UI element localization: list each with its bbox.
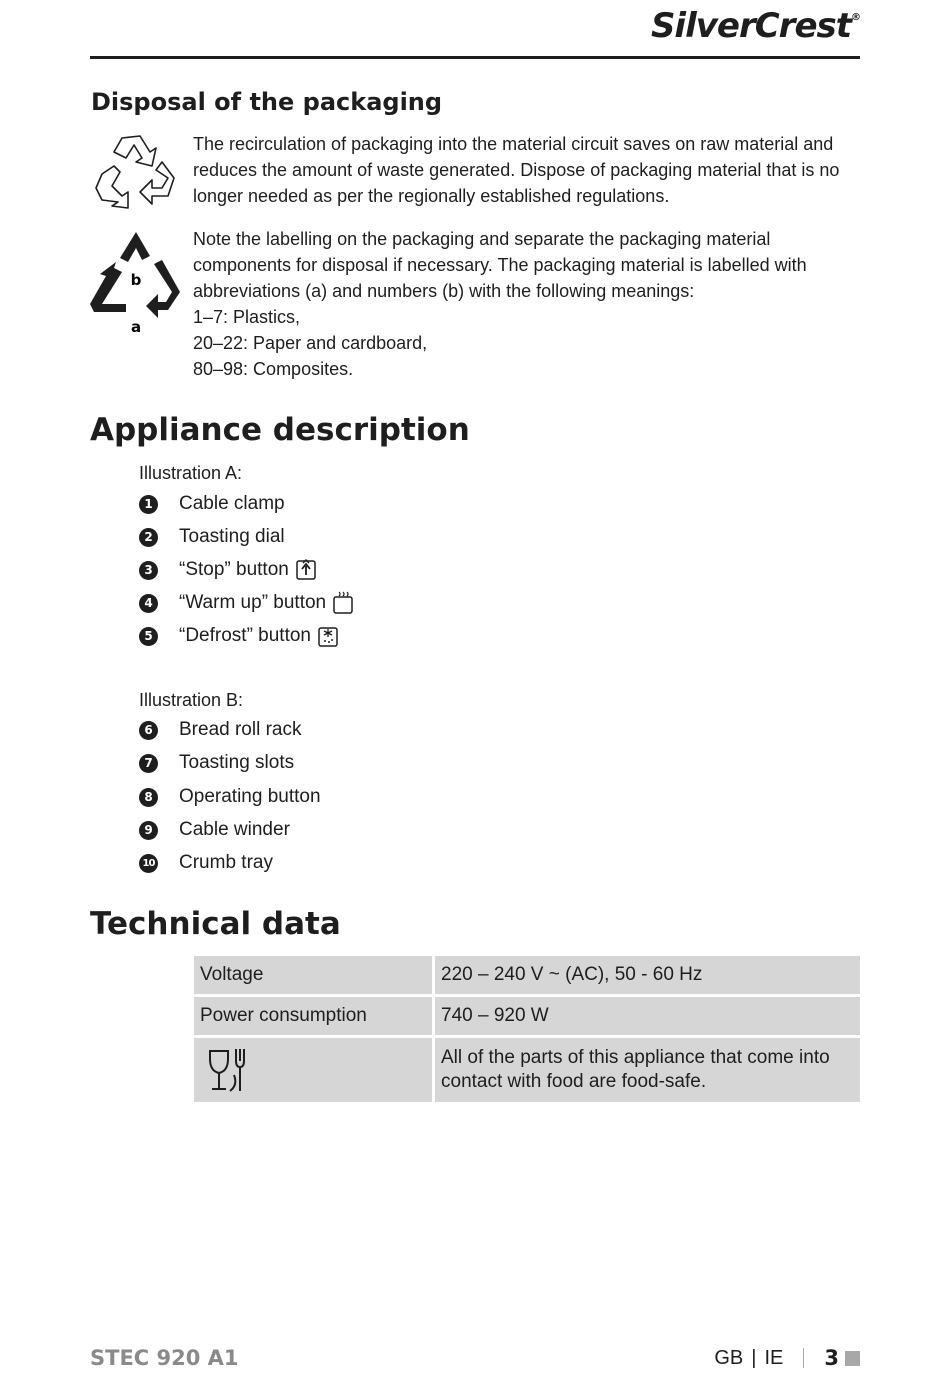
code-plastics: 1–7: Plastics, [193, 307, 301, 327]
item-number: 8 [139, 788, 158, 807]
power-value: 740 – 920 W [435, 997, 860, 1038]
brand-logo [651, 6, 860, 46]
voltage-label: Voltage [194, 956, 435, 997]
list-item [139, 850, 273, 876]
table-row [194, 956, 860, 997]
technical-title: Technical data [90, 906, 341, 942]
page-number: 3 [824, 1346, 839, 1370]
registered-mark: ® [851, 12, 860, 23]
illustration-b-label: Illustration B: [139, 690, 244, 710]
list-item [139, 750, 294, 776]
language-ie: IE [764, 1346, 784, 1369]
item-number: 9 [139, 821, 158, 840]
list-item [139, 717, 302, 743]
list-item [139, 590, 354, 616]
list-item [139, 817, 290, 843]
language-separator: | [751, 1346, 757, 1369]
recycle-icon [92, 130, 178, 212]
table-row [194, 997, 860, 1038]
list-item [139, 623, 339, 649]
brand-name: SilverCrest [650, 6, 851, 46]
item-number: 2 [139, 528, 158, 547]
power-label: Power consumption [194, 997, 435, 1038]
item-number: 6 [139, 721, 158, 740]
item-text: “Stop” button [179, 559, 289, 580]
page-footer [714, 1346, 860, 1370]
illustration-a-label: Illustration A: [139, 463, 243, 483]
disposal-paragraph-1: The recirculation of packaging into the material circuit saves on raw material and reduces the amount of waste generated. Dispose of packaging material that is no longer needed as per the regionally established regulations. [193, 134, 840, 206]
item-text: Toasting dial [179, 526, 285, 547]
defrost-icon [317, 624, 339, 648]
item-number: 1 [139, 495, 158, 514]
item-text: Toasting slots [179, 752, 295, 773]
item-text: Bread roll rack [179, 719, 302, 740]
model-number: STEC 920 A1 [90, 1346, 239, 1370]
food-safe-cell [194, 1038, 435, 1102]
list-item [139, 524, 285, 550]
triangle-label-a: a [130, 318, 142, 336]
item-text: Crumb tray [179, 852, 273, 873]
stop-icon [295, 558, 317, 582]
item-text: “Defrost” button [179, 625, 311, 646]
disposal-paragraph-2 [193, 226, 861, 382]
code-composites: 80–98: Composites. [193, 359, 354, 379]
disposal-title: Disposal of the packaging [91, 88, 443, 116]
page-marker-square [845, 1351, 860, 1366]
item-number: 5 [139, 627, 158, 646]
item-number: 7 [139, 754, 158, 773]
code-paper: 20–22: Paper and cardboard, [193, 333, 428, 353]
item-text: “Warm up” button [179, 592, 327, 613]
item-number: 4 [139, 594, 158, 613]
appliance-title: Appliance description [90, 412, 470, 448]
footer-divider [803, 1348, 804, 1368]
language-gb: GB [714, 1346, 744, 1369]
food-safe-icon [204, 1045, 252, 1095]
technical-data-table [194, 956, 860, 1102]
item-text: Cable clamp [179, 493, 285, 514]
item-number: 3 [139, 561, 158, 580]
table-row [194, 1038, 860, 1102]
voltage-value: 220 – 240 V ~ (AC), 50 - 60 Hz [435, 956, 860, 997]
list-item [139, 784, 321, 810]
item-number: 10 [139, 854, 158, 873]
header-rule [90, 56, 860, 59]
item-text: Operating button [179, 786, 321, 807]
list-item [139, 491, 285, 517]
list-item [139, 557, 317, 583]
recycling-code-triangle-icon [88, 228, 184, 336]
item-text: Cable winder [179, 819, 290, 840]
disposal-note: Note the labelling on the packaging and separate the packaging material components for disposal if necessary. The packaging material is labelled with abbreviations (a) and numbers (b) with the following meanings: [193, 229, 807, 301]
food-safe-value: All of the parts of this appliance that come into contact with food are food-safe. [435, 1038, 860, 1102]
triangle-label-b: b [130, 271, 142, 289]
warm-up-icon [332, 591, 354, 615]
